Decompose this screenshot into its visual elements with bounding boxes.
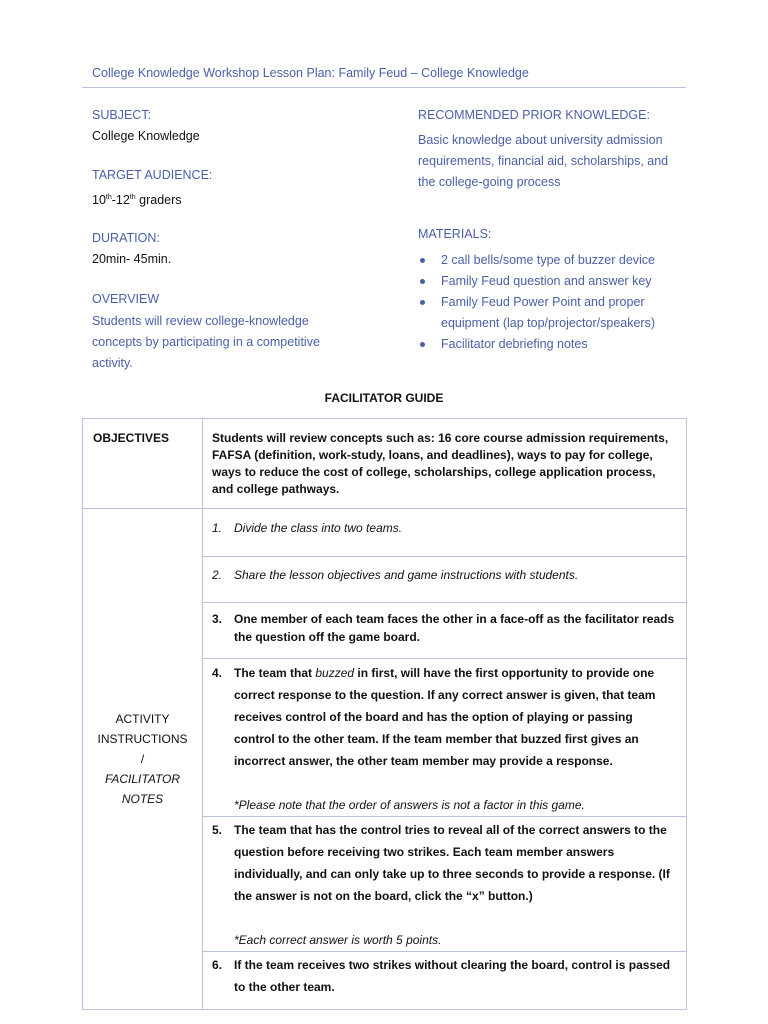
materials-list <box>418 250 681 355</box>
activity-label: ACTIVITY INSTRUCTIONS / FACILITATOR NOTES <box>83 509 203 1010</box>
target-audience-value: 10th-12th graders <box>92 193 182 207</box>
facilitator-guide-title: FACILITATOR GUIDE <box>324 391 444 405</box>
subject-label: SUBJECT: <box>92 108 152 122</box>
objectives-text: Students will review concepts such as: 16 core course admission requirements, FAFSA (definition, work-study, loans, and deadlines), ways to pay for college, ways to reduce the cost of college, scholarships, college application process, and college pathways. <box>203 419 687 509</box>
step-6: 6. If the team receives two strikes without clearing the board, control is passed to the other team. <box>203 952 687 1010</box>
duration-value: 20min- 45min. <box>92 252 172 266</box>
list-item: Family Feud Power Point and proper equipment (lap top/projector/speakers) <box>418 292 681 334</box>
step-2: 2. Share the lesson objectives and game instructions with students. <box>203 557 687 603</box>
duration-label: DURATION: <box>92 231 160 245</box>
step-3: 3. One member of each team faces the other in a face-off as the facilitator reads the question off the game board. <box>203 603 687 659</box>
table-row <box>83 509 687 557</box>
list-item: Family Feud question and answer key <box>418 271 671 292</box>
step-4: 4. The team that buzzed in first, will have the first opportunity to provide one correct response to the question. If any correct answer is given, that team receives control of the board and has the option of playing or passing control to the other team. If the team member that buzzed first gives an incorrect answer, the other team member may provide a response. *Please note that the order of answers is not a factor in this game. <box>203 659 687 817</box>
list-item: 2 call bells/some type of buzzer device <box>418 250 671 271</box>
target-audience-label: TARGET AUDIENCE: <box>92 168 213 182</box>
list-item: Facilitator debriefing notes <box>418 334 671 355</box>
overview-text: Students will review college-knowledge concepts by participating in a competitive activity. <box>92 314 320 370</box>
prior-knowledge-text: Basic knowledge about university admission requirements, financial aid, scholarships, and the college-going process <box>418 133 669 189</box>
step-5: 5. The team that has the control tries to reveal all of the correct answers to the question before receiving two strikes. Each team member answers individually, and can only take up to three seconds to provide a response. (If the answer is not on the board, click the “x” button.) *Each correct answer is worth 5 points. <box>203 817 687 952</box>
table-row <box>83 419 687 509</box>
facilitator-guide-table <box>82 418 687 1010</box>
objectives-label: OBJECTIVES <box>83 419 203 509</box>
prior-knowledge-label: RECOMMENDED PRIOR KNOWLEDGE: <box>418 108 650 122</box>
subject-value: College Knowledge <box>92 129 200 143</box>
overview-label: OVERVIEW <box>92 292 160 306</box>
materials-label: MATERIALS: <box>418 227 492 241</box>
document-title: College Knowledge Workshop Lesson Plan: Family Feud – College Knowledge <box>92 66 529 80</box>
title-divider <box>82 87 686 88</box>
step-1: 1. Divide the class into two teams. <box>203 509 687 557</box>
